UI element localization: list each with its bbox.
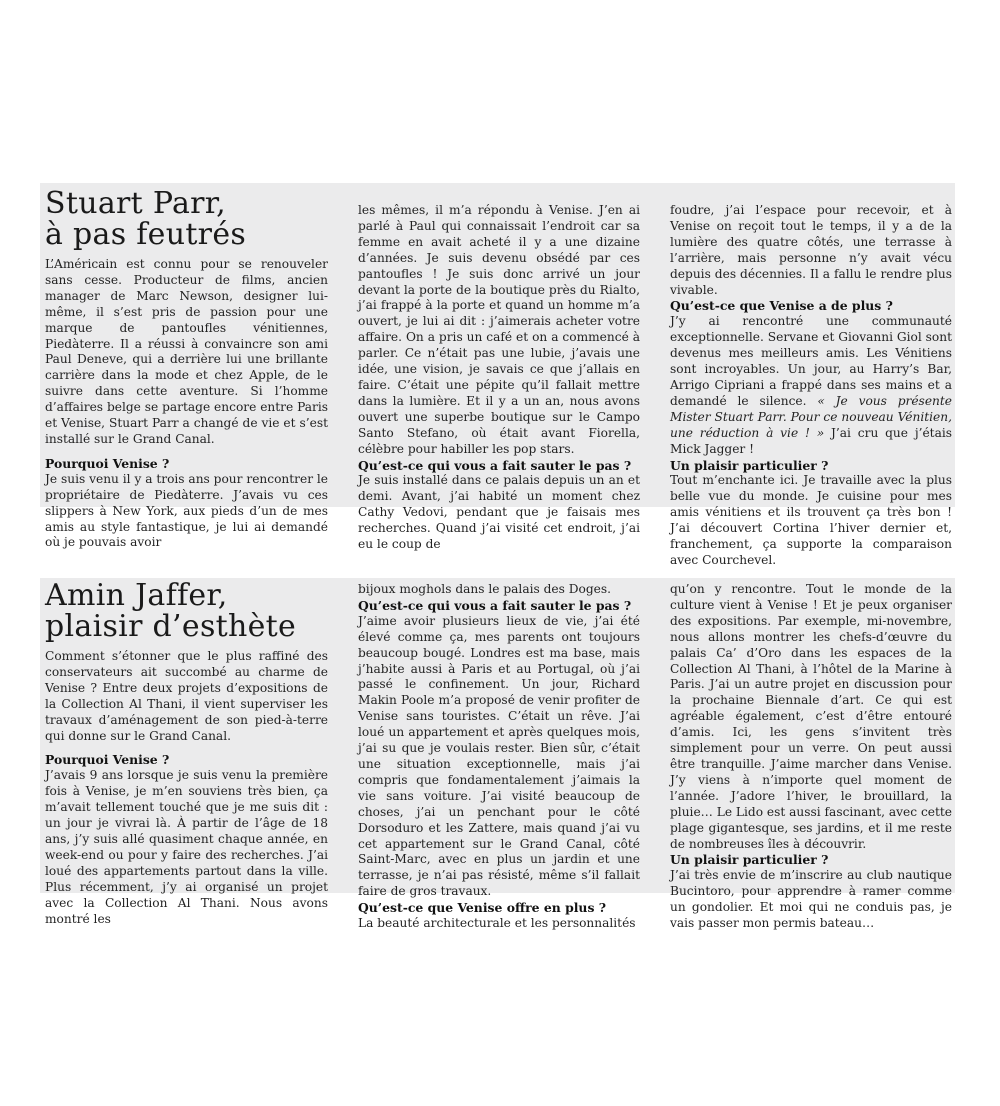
article-amin-jaffer <box>40 578 955 931</box>
article-intro: Comment s’étonner que le plus raffiné des conservateurs ait succombé au charme de Venise ? Entre deux projets d’expositions de la Collection Al Thani, il vient superviser les travaux d’aménagement de son pied-à-terre qui donne sur le Grand Canal. <box>45 649 328 743</box>
article-column-1 <box>40 578 332 926</box>
article-column-3 <box>664 183 956 567</box>
article-column-3 <box>664 578 956 931</box>
answer-paragraph: Je suis venu il y a trois ans pour rencontrer le propriétaire de Piedàterre. J’avais vu ces slippers à New York, aux pieds d’un de mes amis au style fantastique, je lui ai demandé où je pouvais avoir <box>45 471 329 550</box>
question-heading: Pourquoi Venise ? <box>45 455 170 471</box>
question-heading: Qu’est-ce qui vous a fait sauter le pas ? <box>358 597 632 613</box>
article-title <box>45 188 328 250</box>
article-stuart-parr <box>40 183 955 567</box>
article-column-1 <box>40 183 332 550</box>
answer-paragraph: foudre, j’ai l’espace pour recevoir, et à Venise on reçoit tout le temps, il y a de la lumière des quatre côtés, une terrasse à l’arrière, mais personne n’y avait vécu depuis des décennies. Il a fallu le rendre plus vivable. <box>670 203 952 297</box>
title-line-1: Amin Jaffer, <box>45 578 228 613</box>
answer-text-end: J’ai cru que j’étais Mick Jagger ! <box>670 425 952 456</box>
title-line-1: Stuart Parr, <box>45 186 226 221</box>
answer-paragraph: les mêmes, il m’a répondu à Venise. J’en ai parlé à Paul qui connaissait l’endroit car sa femme en avait acheté il y a une dizaine d’années. Je suis devenu obsédé par ces pantoufles ! Je suis donc arrivé un jour devant la porte de la boutique près du Rialto, j’ai frappé à la porte et quand un homme m’a ouvert, je lui ai dit : j’aimerais acheter votre affaire. On a pris un café et on a commencé à parler. Ce n’était pas une lubie, j’avais une idée, une vision, je savais ce que j’allais en faire. C’était une pépite qu’il fallait mettre dans la lumière. Et il y a un an, nous avons ouvert une superbe boutique sur le Campo Santo Stefano, où était avant Fiorella, célèbre pour habiller les pop stars. <box>358 203 640 456</box>
question-heading: Un plaisir particulier ? <box>670 457 829 473</box>
title-line-2: plaisir d’esthète <box>45 609 297 644</box>
question-heading: Pourquoi Venise ? <box>45 752 170 768</box>
article-intro: L’Américain est connu pour se renouveler sans cesse. Producteur de films, ancien manager de Marc Newson, designer lui-même, il s’est pris de passion pour une marque de pantoufles vénitiennes, Piedàterre. Il a réussi à convaincre son ami Paul Deneve, qui a derrière lui une brillante carrière dans la mode et chez Apple, de le suivre dans cette aventure. Si l’homme d’affaires belge se partage encore entre Paris et Venise, Stuart Parr a changé de vie et s’est installé sur le Grand Canal. <box>45 257 328 446</box>
answer-paragraph: Tout m’enchante ici. Je travaille avec la plus belle vue du monde. Je cuisine pour mes amis vénitiens et ils trouvent ça très bon ! J’ai découvert Cortina l’hiver dernier et, franchement, ça supporte la comparaison avec Courchevel. <box>670 473 952 567</box>
answer-paragraph: Je suis installé dans ce palais depuis un an et demi. Avant, j’ai habité un moment chez Cathy Vedovi, pendant que je faisais mes recherches. Quand j’ai visité cet endroit, j’ai eu le coup de <box>358 473 640 552</box>
answer-paragraph: qu’on y rencontre. Tout le monde de la culture vient à Venise ! Et je peux organiser des expositions. Par exemple, mi-novembre, nous allons montrer les chefs-d’œuvre du palais Ca’ d’Oro dans les espaces de la Collection Al Thani, à l’hôtel de la Marine à Paris. J’ai un autre projet en discussion pour la prochaine Biennale d’art. Ce qui est agréable également, c’est d’être entouré d’amis. Ici, les gens s’invitent très simplement pour un verre. On peut aussi être tranquille. J’aime marcher dans Venise. J’y viens à n’importe quel moment de l’année. J’adore l’hiver, le brouillard, la pluie… Le Lido est aussi fascinant, avec cette plage gigantesque, ses jardins, et il me reste de nombreuses îles à découvrir. <box>670 582 953 851</box>
answer-paragraph <box>670 314 952 457</box>
title-line-2: à pas feutrés <box>45 217 247 252</box>
article-column-2 <box>352 183 644 552</box>
quote-text: « Je vous présente Mister Stuart Parr. Pour ce nouveau Vénitien, une réduction à vie ! » <box>670 393 952 440</box>
article-column-2 <box>352 578 644 931</box>
question-heading: Qu’est-ce que Venise offre en plus ? <box>358 900 606 916</box>
question-heading: Qu’est-ce qui vous a fait sauter le pas ? <box>358 457 632 473</box>
question-heading: Qu’est-ce que Venise a de plus ? <box>670 298 893 314</box>
answer-text: J’y ai rencontré une communauté exceptionnelle. Servane et Giovanni Giol sont devenus mes meilleurs amis. Les Vénitiens sont incroyables. Un jour, au Harry’s Bar, Arrigo Cipriani a frappé dans ses mains et a demandé le silence. <box>670 314 952 408</box>
question-heading: Un plaisir particulier ? <box>670 852 829 868</box>
answer-paragraph: La beauté architecturale et les personnalités <box>358 916 636 931</box>
answer-paragraph: J’ai très envie de m’inscrire au club nautique Bucintoro, pour apprendre à ramer comme un gondolier. Et moi qui ne conduis pas, je vais passer mon permis bateau… <box>670 868 952 931</box>
article-title <box>45 580 328 642</box>
answer-paragraph: bijoux moghols dans le palais des Doges. <box>358 582 612 596</box>
answer-paragraph: J’aime avoir plusieurs lieux de vie, j’ai été élevé comme ça, mes parents ont toujours beaucoup bougé. Londres est ma base, mais j’habite aussi à Paris et au Portugal, où j’ai passé le confinement. Un jour, Richard Makin Poole m’a proposé de venir profiter de Venise sans touristes. C’était un rêve. J’ai loué un appartement et après quelques mois, j’ai su que je voulais rester. Bien sûr, c’était une situation exceptionnelle, mais j’ai compris que fondamentalement j’aimais la vie sans voiture. J’ai visité beaucoup de choses, j’ai un penchant pour le côté Dorsoduro et les Zattere, mais quand j’ai vu cet appartement sur le Grand Canal, côté Saint-Marc, avec en plus un jardin et une terrasse, je n’ai pas résisté, même s’il fallait faire de gros travaux. <box>358 613 640 899</box>
answer-paragraph: J’avais 9 ans lorsque je suis venu la première fois à Venise, je m’en souviens très bien, ça m’avait tellement touché que je me suis dit : un jour je vivrai là. À partir de l’âge de 18 ans, j’y suis allé quasiment chaque année, en week-end ou pour y faire des recherches. J’ai loué des appartements partout dans la ville. Plus récemment, j’y ai organisé un projet avec la Collection Al Thani. Nous avons montré les <box>45 768 328 926</box>
